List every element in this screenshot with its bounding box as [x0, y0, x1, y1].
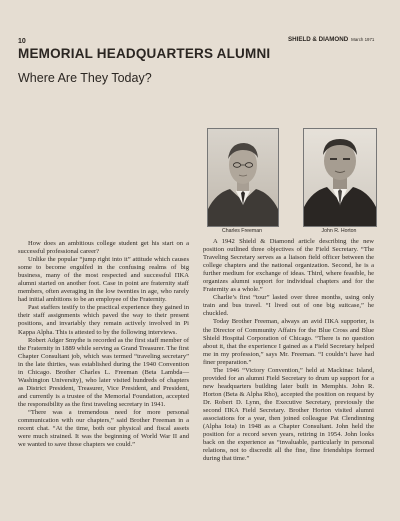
paragraph: Past staffers testify to the practical experience they gained in their staff assignments which paved the way to their present positions, and invariably they remain actively involved in Pi Kappa Alpha. This is attested to by the following interviews. — [18, 304, 189, 336]
paragraph: Robert Adger Smythe is recorded as the first staff member of the Fraternity in 1889 while serving as Grand Treasurer. The first Chapter Consultant job, which was termed “traveling secretary” in the late thirties, was established during the 1940 Convention in Chicago. Brother Charles L. Freeman (Beta Lambda—Washington University), who later visited hundreds of chapters as District President, Treasurer, Vice President, and President, and currently is a trustee of the Memorial Foundation, accepted the responsibility as the first traveling secretary in 1941. — [18, 336, 189, 408]
paragraph: How does an ambitious college student get his start on a successful professional career? — [18, 240, 189, 256]
paragraph: Today Brother Freeman, always an avid ΠKA supporter, is the Director of Community Affairs for the Blue Cross and Blue Shield Hospital Corporation of Chicago. “There is no question about it, that the experience I gained as a Field Secretary helped me in my profession,” says Mr. Freeman. “I couldn’t have had finer preparation.” — [203, 318, 374, 366]
article-subtitle: Where Are They Today? — [18, 71, 152, 85]
paragraph: “There was a tremendous need for more personal communication with our chapters,” said Brother Freeman in a recent chat. “At the time, both our physical and fiscal assets were much strained. It was the beginning of World War II and we wanted to save those chapters we could.” — [18, 408, 189, 449]
portrait-photo-horton — [303, 128, 377, 227]
photo-caption-freeman: Charles Freeman — [221, 228, 263, 234]
portrait-horton-image — [304, 129, 376, 226]
page-number: 10 — [18, 38, 26, 45]
portrait-photo-freeman — [207, 128, 279, 227]
paragraph: Charlie’s first “tour” lasted over three months, using only train and bus travel. “I lived out of one big suitcase,” he chuckled. — [203, 294, 374, 318]
article-right-column — [203, 238, 374, 463]
article-left-column — [18, 240, 189, 449]
portrait-freeman-image — [208, 129, 278, 226]
paragraph: Unlike the popular “jump right into it” attitude which causes some to become engulfed in the confusing realms of big business, many of the most respected and successful ΠKA alumni started on another foot. Case in point are fraternity staff members, often averaging in the low twenties in age, who rarely had initial ambitions to be an employee of the Fraternity. — [18, 256, 189, 304]
publication-name: SHIELD & DIAMOND — [288, 36, 349, 43]
paragraph: The 1946 “Victory Convention,” held at Mackinac Island, provided for an alumni Field Secretary to drum up support for a new headquarters building later built in Memphis. John R. Horton (Beta & Alpha Rho), accepted the position on request by Dr. Robert D. Lynn, the Executive Secretary, previously the second ΠKA Field Secretary. Brother Horton visited alumni associations for a year, then joined colleague Pat Clendinning (Alpha Iota) in 1948 as a Chapter Consultant. John held the position for a record seven years, retiring in 1954. John looks back on the experience as “invaluable, particularly in personal relations, not to discredit all the fine, fine friendships formed during that time.” — [203, 366, 374, 463]
article-title: MEMORIAL HEADQUARTERS ALUMNI — [18, 46, 271, 61]
photo-caption-horton: John R. Horton — [321, 228, 357, 234]
running-header — [288, 36, 382, 43]
paragraph: A 1942 Shield & Diamond article describing the new position outlined three objectives of the Field Secretary. “The Traveling Secretary serves as a liaison field officer between the college chapters and the national organization. Second, he is a further medium for exchange of ideas. Third, where feasible, he organizes alumni support for individual chapters and for the Fraternity as a whole.” — [203, 238, 374, 294]
issue-date: March 1971 — [351, 37, 375, 42]
